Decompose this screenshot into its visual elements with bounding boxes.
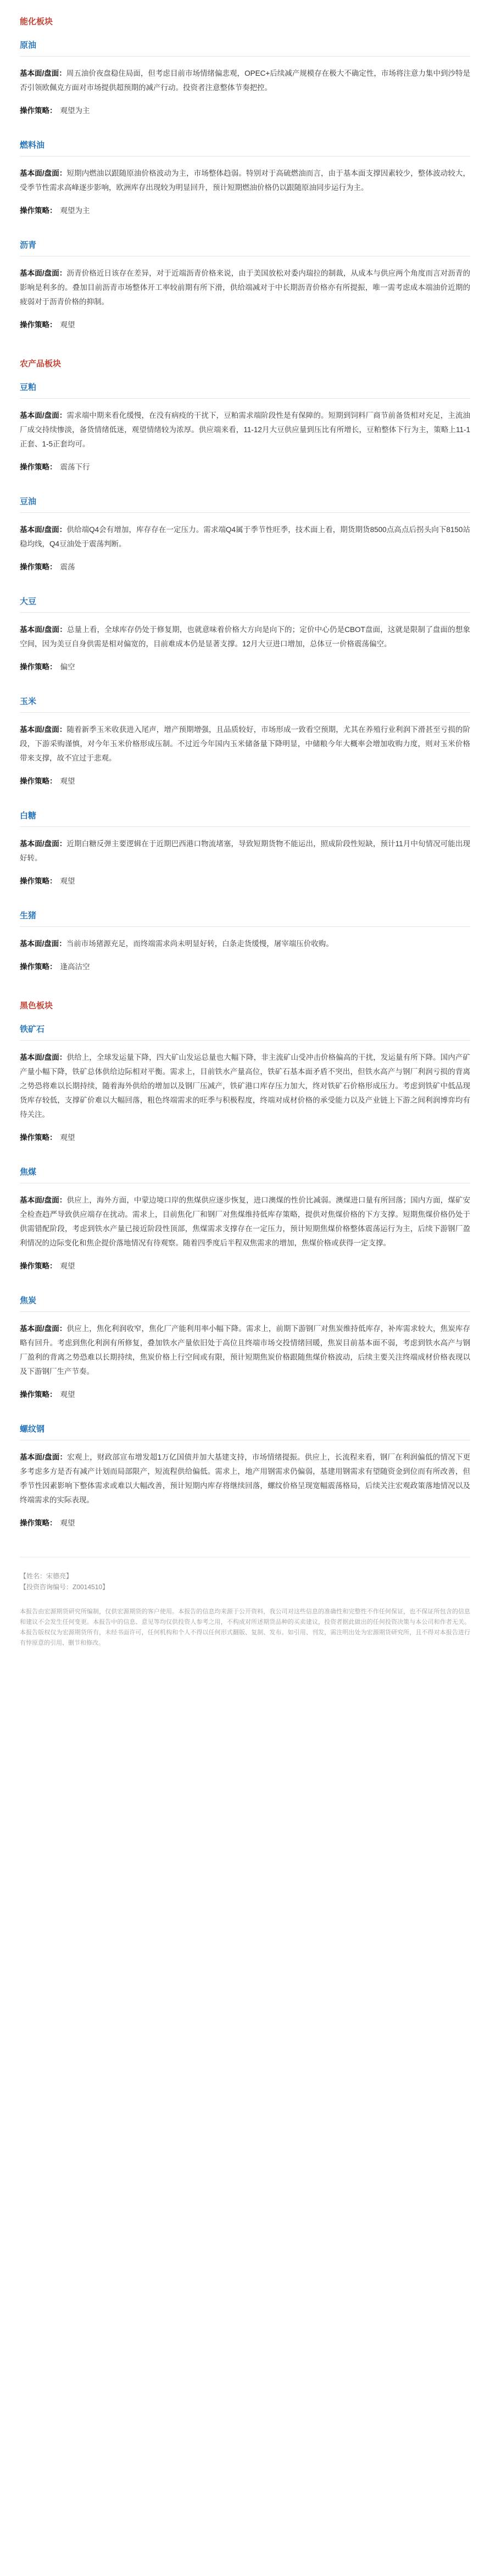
fundamental-text: 供给上，全球发运量下降，四大矿山发运总量也大幅下降，非主流矿山受冲击价格偏高的干扰，发运量有所下降。国内产矿产量小幅下降，铁矿总体供给边际相对平衡。需求上，目前铁水产量高位，铁矿石基本面矛盾不突出，但铁水高产与钢厂利润亏损的背离之势恐将难以长期持续，随着海外供给的增加以及钢厂压减产，铁矿港口库存压力加大，终对铁矿石价格形成压力。考虑到铁矿中低品现货库存较低，支撑矿价难以大幅回落，粗色终端需求的旺季与积极程度，终端对成材价格的承受能力以及产业链上下游之间利润博弈均有待关注。 (20, 1053, 470, 1119)
fundamental-text: 短期内燃油以跟随原油价格波动为主，市场整体趋弱。特别对于高硫燃油而言，由于基本面支撑因素较少，整体波动较大，受季节性需求高峰逐步影响，欧洲库存出现较为明显回升，预计短期燃油价格仍以跟随原油同步运行为主。 (20, 169, 470, 192)
strategy-label: 操作策略： (20, 1133, 57, 1142)
strategy-label: 操作策略： (20, 321, 57, 329)
strategy-value: 观望 (60, 1262, 75, 1270)
item-title: 大豆 (20, 595, 470, 613)
fundamental-paragraph (20, 1193, 470, 1250)
strategy-value: 观望 (60, 1133, 75, 1142)
author-license: 【投资咨询编号：Z0014510】 (20, 1583, 109, 1591)
fundamental-label: 基本面/盘面： (20, 625, 67, 634)
section-title: 农产品板块 (20, 359, 62, 368)
fundamental-label: 基本面/盘面： (20, 169, 67, 177)
fundamental-label: 基本面/盘面： (20, 840, 67, 848)
author-block (20, 1571, 470, 1592)
fundamental-text: 当前市场猪源充足，而终端需求尚未明显好转，白条走货缓慢，屠宰端压价收购。 (66, 940, 333, 948)
strategy-line (20, 874, 470, 889)
fundamental-text: 近期白糖反弹主要逻辑在于近期巴西港口物流堵塞，导致短期货物不能运出，照成阶段性短缺，预计11月中旬情况可能出现好转。 (20, 840, 470, 862)
strategy-value: 观望 (60, 1519, 75, 1527)
fundamental-paragraph (20, 266, 470, 309)
strategy-line (20, 104, 470, 118)
strategy-value: 震荡 (60, 563, 75, 571)
item-title: 原油 (20, 39, 470, 57)
strategy-value: 观望 (60, 877, 75, 885)
fundamental-paragraph (20, 1322, 470, 1379)
item-soybean (20, 595, 470, 674)
strategy-label: 操作策略： (20, 1390, 57, 1399)
strategy-label: 操作策略： (20, 107, 57, 115)
fundamental-label: 基本面/盘面： (20, 69, 66, 77)
fundamental-paragraph (20, 166, 470, 195)
item-sugar (20, 809, 470, 889)
item-title: 螺纹钢 (20, 1423, 470, 1440)
item-title: 焦煤 (20, 1166, 470, 1183)
strategy-label: 操作策略： (20, 663, 57, 671)
fundamental-label: 基本面/盘面： (20, 269, 67, 277)
strategy-line (20, 774, 470, 789)
author-name: 【姓名：宋德亮】 (20, 1572, 73, 1580)
fundamental-paragraph (20, 66, 470, 95)
strategy-label: 操作策略： (20, 963, 57, 971)
item-title: 豆粕 (20, 381, 470, 399)
disclaimer: 本报告由宏源期货研究所编制，仅供宏源期货的客户使用。本报告的信息均来源于公开资料，我公司对这些信息的准确性和完整性不作任何保证，也不保证所包含的信息和建议不会发生任何变更。本报告中的信息、意见等均仅供投资人参考之用，不构成对所述期货品种的买卖建议，投资者据此做出的任何投资决策与本公司和作者无关。本报告版权仅为宏源期货所有，未经书面许可，任何机构和个人不得以任何形式翻版、复制、发布。如引用、刊发，需注明出处为宏源期货研究所，且不得对本报告进行有悖原意的引用、删节和修改。 (20, 1608, 470, 1646)
item-title: 白糖 (20, 809, 470, 827)
item-coke (20, 1294, 470, 1402)
strategy-line (20, 204, 470, 218)
strategy-value: 逢高沽空 (60, 963, 90, 971)
item-title: 生猪 (20, 909, 470, 927)
fundamental-label: 基本面/盘面： (20, 411, 67, 420)
strategy-value: 观望 (60, 1390, 75, 1399)
fundamental-paragraph (20, 623, 470, 651)
fundamental-paragraph (20, 723, 470, 765)
fundamental-text: 供应上，焦化利润收窄，焦化厂产能利用率小幅下降。需求上，前期下游钢厂对焦炭维持低库存，补库需求较大，焦炭库存略有回升。考虑到焦化利润有所修复，叠加铁水产量依旧处于高位且终端市场交投情绪回暖，焦炭目前基本面不弱，考虑到铁水高产与钢厂盈利的背离之势恐难以长期持续，焦炭价格上行空间或有限，预计短期焦炭价格跟随焦煤价格波动，后续主要关注终端成材价格表现以及下游钢厂生产节奏。 (20, 1325, 470, 1376)
strategy-line (20, 1388, 470, 1402)
item-title: 焦炭 (20, 1294, 470, 1312)
fundamental-text: 随着新季玉米收获进入尾声，增产预期增强，且品质较好，市场形成一致看空预期，尤其在养殖行业利润下滑甚至亏损的阶段，下游采购谨慎，对今年玉米价格形成压制。不过近今年国内玉米储备量下降明显，中储粮今年大概率会增加收购力度，则对玉米价格带来支撑，故不宜过于悲观。 (20, 725, 470, 762)
strategy-label: 操作策略： (20, 777, 57, 785)
item-iron-ore (20, 1023, 470, 1145)
fundamental-label: 基本面/盘面： (20, 1325, 67, 1333)
item-asphalt (20, 239, 470, 332)
fundamental-label: 基本面/盘面： (20, 1453, 68, 1461)
strategy-line (20, 560, 470, 574)
item-title: 豆油 (20, 495, 470, 513)
fundamental-label: 基本面/盘面： (20, 1196, 67, 1204)
fundamental-text: 供应上，海外方面，中蒙边境口岸的焦煤供应逐步恢复，进口澳煤的性价比减弱。澳煤进口量有所回落；国内方面，煤矿安全检查趋严导致供应端存在扰动。需求上，目前焦化厂和钢厂对焦煤维持低库存策略，提供对焦煤价格的下方支撑。短期焦煤价格仍处于供需错配阶段，考虑到铁水产量已接近阶段性顶部，焦煤需求支撑存在一定压力，预计短期焦煤价格整体震荡运行为主，后续下游钢厂盈利情况的边际变化和焦企提价落地情况有待观察。随着四季度后半程双焦需求的增加，焦煤价格或获得一定支撑。 (20, 1196, 470, 1247)
strategy-line (20, 1259, 470, 1273)
strategy-line (20, 318, 470, 332)
strategy-line (20, 1516, 470, 1530)
strategy-label: 操作策略： (20, 206, 57, 215)
item-rebar (20, 1423, 470, 1530)
strategy-label: 操作策略： (20, 563, 57, 571)
section-agriculture (20, 357, 470, 974)
strategy-value: 观望为主 (60, 107, 90, 115)
strategy-value: 观望为主 (60, 206, 90, 215)
strategy-value: 偏空 (60, 663, 75, 671)
item-corn (20, 695, 470, 789)
fundamental-text: 宏观上，财政部宣布增发超1万亿国债并加大基建支持，市场情绪提振。供应上，长流程来看，钢厂在利润偏低的情况下更多考虑多方是否有减产计划而局部限产，短流程供给偏低。需求上，地产用钢需求仍偏弱，基建用钢需求有望随资金到位而有所改善，但季节性因素影响下整体需求或难以大幅改善，预计短期内库存将继续回落，螺纹价格呈现宽幅震荡格局，后续关注宏观政策落地情况以及终端需求的实际表现。 (20, 1453, 470, 1504)
fundamental-paragraph (20, 523, 470, 551)
item-coking-coal (20, 1166, 470, 1273)
fundamental-paragraph (20, 1450, 470, 1507)
strategy-label: 操作策略： (20, 877, 57, 885)
fundamental-label: 基本面/盘面： (20, 526, 67, 534)
fundamental-label: 基本面/盘面： (20, 1053, 67, 1061)
strategy-line (20, 960, 470, 974)
fundamental-text: 周五油价夜盘稳住局面，但考虑目前市场情绪偏悲观，OPEC+后续减产规模存在极大不确定性，市场将注意力集中到沙特是否引领欧佩克方面对市场提供超预期的减产行动。投资者注意整体节奏把控。 (20, 69, 470, 92)
fundamental-paragraph (20, 1050, 470, 1122)
fundamental-text: 沥青价格近日该存在差异，对于近端沥青价格来说，由于美国放松对委内瑞拉的制裁，从成本与供应两个角度而言对沥青的影响是利多的。叠加目前沥青市场整体开工率较前期有所下滑，供给端减对于中长期沥青价格亦有所提振，唯一需考虑成本端油价近期的疲弱对于沥青价格的抑制。 (20, 269, 470, 306)
strategy-label: 操作策略： (20, 463, 57, 471)
item-crude-oil (20, 39, 470, 118)
item-title: 玉米 (20, 695, 470, 713)
strategy-value: 观望 (60, 321, 75, 329)
item-title: 铁矿石 (20, 1023, 470, 1041)
strategy-line (20, 1131, 470, 1145)
fundamental-paragraph (20, 937, 470, 951)
section-energy-chem (20, 15, 470, 332)
item-live-hog (20, 909, 470, 974)
strategy-value: 观望 (60, 777, 75, 785)
item-soymeal (20, 381, 470, 474)
strategy-line (20, 660, 470, 674)
section-title: 能化板块 (20, 17, 53, 26)
item-soyoil (20, 495, 470, 574)
strategy-value: 震荡下行 (60, 463, 90, 471)
fundamental-paragraph (20, 409, 470, 451)
section-ferrous (20, 999, 470, 1530)
fundamental-text: 供给端Q4会有增加，库存存在一定压力。需求端Q4属于季节性旺季，技术面上看，期货期货8500点高点后拐头向下8150站稳均线，Q4豆油处于震荡判断。 (20, 526, 470, 548)
item-fuel-oil (20, 139, 470, 218)
section-title: 黑色板块 (20, 1001, 53, 1010)
item-title: 燃料油 (20, 139, 470, 157)
strategy-label: 操作策略： (20, 1519, 57, 1527)
fundamental-label: 基本面/盘面： (20, 725, 67, 734)
fundamental-text: 需求端中期来看化缓慢，在没有病疫的干扰下，豆粕需求端阶段性是有保障的。短期到饲料厂商节前备货相对充足，主流油厂成交持续惨淡，备货情绪低迷，观望情绪较为浓厚。供应端来看，11-12月大豆供应量到压比有所增长，豆粕整体下行为主，策略上11-1正套、1-5正套均可。 (20, 411, 470, 448)
strategy-line (20, 460, 470, 474)
item-title: 沥青 (20, 239, 470, 256)
fundamental-paragraph (20, 837, 470, 865)
fundamental-text: 总量上看，全球库存仍处于修复期，也就意味着价格大方向是向下的；定价中心仍是CBOT盘面，这就是限制了盘面的想象空间，因为美豆自身供需是相对偏宽的，目前难成本仍是显著支撑。12月大豆进口增加，总体豆一价格震荡偏空。 (20, 625, 470, 648)
fundamental-label: 基本面/盘面： (20, 940, 66, 948)
strategy-label: 操作策略： (20, 1262, 57, 1270)
